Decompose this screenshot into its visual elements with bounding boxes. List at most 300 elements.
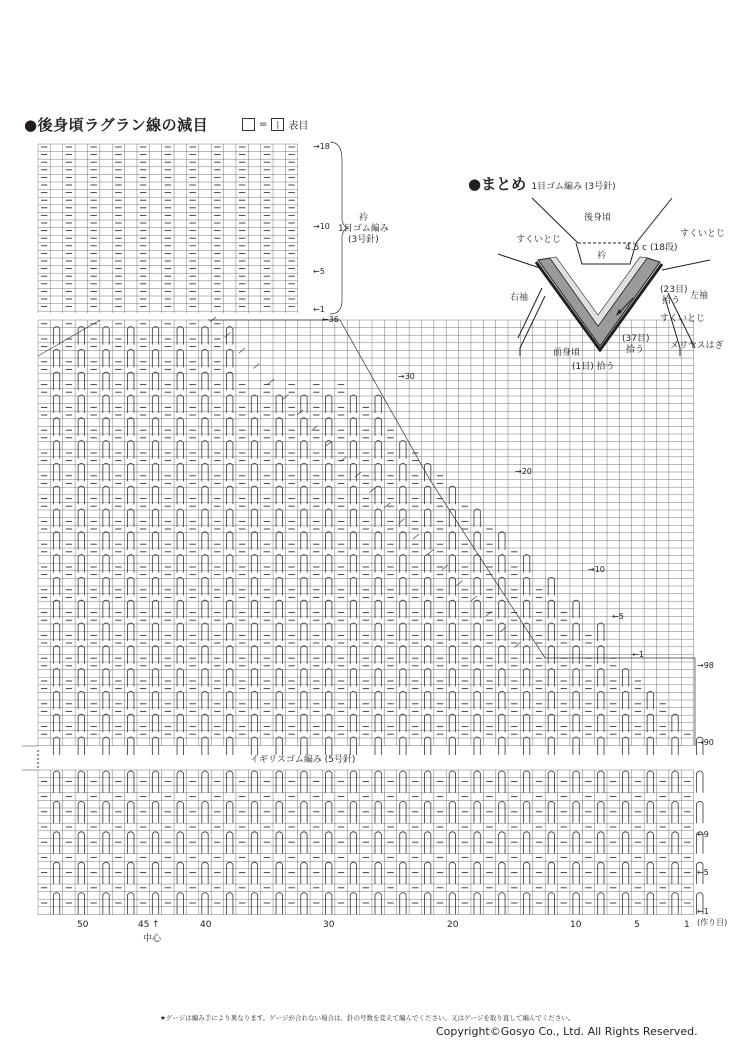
knit-arch-symbol	[424, 801, 430, 823]
knit-arch-symbol	[227, 327, 233, 345]
chart-title: ●後身頃ラグラン線の減目	[24, 116, 209, 134]
knit-arch-symbol	[276, 532, 282, 550]
knit-arch-symbol	[375, 463, 381, 481]
knit-arch-symbol	[152, 532, 158, 550]
row-marker-hem-9: ←9	[697, 830, 709, 839]
knit-arch-symbol	[251, 646, 257, 664]
knit-arch-symbol	[202, 509, 208, 527]
knit-arch-symbol	[598, 737, 604, 755]
x-axis-20: 20	[447, 920, 459, 930]
left-sleeve-top	[662, 260, 710, 270]
knit-arch-symbol	[350, 801, 356, 823]
knit-arch-symbol	[598, 832, 604, 854]
knit-arch-symbol	[424, 714, 430, 732]
knit-arch-symbol	[375, 532, 381, 550]
knit-arch-symbol	[53, 327, 59, 345]
knit-arch-symbol	[301, 463, 307, 481]
knit-arch-symbol	[474, 600, 480, 618]
knit-arch-symbol	[53, 577, 59, 595]
knit-arch-symbol	[548, 577, 554, 595]
knit-arch-symbol	[276, 862, 282, 884]
knit-arch-symbol	[424, 737, 430, 755]
knit-arch-symbol	[177, 463, 183, 481]
knit-arch-symbol	[276, 509, 282, 527]
rib-section-label: イギリスゴム編み (5号針)	[250, 755, 356, 765]
knit-arch-symbol	[128, 893, 134, 915]
knit-arch-symbol	[227, 349, 233, 367]
x-axis-1: 1	[684, 920, 690, 930]
knit-arch-symbol	[499, 623, 505, 641]
knit-arch-symbol	[350, 555, 356, 573]
raglan-left-edge	[38, 320, 100, 356]
knit-arch-symbol	[499, 532, 505, 550]
knit-arch-symbol	[301, 714, 307, 732]
knit-arch-symbol	[424, 532, 430, 550]
knit-arch-symbol	[78, 509, 84, 527]
knit-arch-symbol	[573, 646, 579, 664]
knit-arch-symbol	[424, 623, 430, 641]
knit-arch-symbol	[128, 714, 134, 732]
knit-arch-symbol	[449, 737, 455, 755]
knit-arch-symbol	[474, 646, 480, 664]
knit-arch-symbol	[53, 669, 59, 687]
knit-arch-symbol	[152, 395, 158, 413]
knit-arch-symbol	[449, 623, 455, 641]
knit-arch-symbol	[499, 714, 505, 732]
knit-arch-symbol	[128, 486, 134, 504]
knit-arch-symbol	[251, 623, 257, 641]
knit-arch-symbol	[53, 441, 59, 459]
knit-arch-symbol	[152, 893, 158, 915]
knit-arch-symbol	[103, 327, 109, 345]
row-marker-raglan-20: →20	[515, 467, 532, 476]
center-label: 中心	[143, 934, 162, 944]
knit-arch-symbol	[103, 509, 109, 527]
knit-arch-symbol	[128, 463, 134, 481]
knit-arch-symbol	[424, 555, 430, 573]
knit-arch-symbol	[499, 801, 505, 823]
knit-arch-symbol	[400, 509, 406, 527]
knit-arch-symbol	[326, 577, 332, 595]
knit-arch-symbol	[227, 486, 233, 504]
gauge-note: ★ゲージは編み手により異なります。ゲージが合わない場合は、針の号数を変えて編んでください。又はゲージを取り直して編んでください。	[160, 1014, 575, 1022]
knit-arch-symbol	[103, 691, 109, 709]
knit-arch-symbol	[424, 646, 430, 664]
knit-stitch-symbol: |	[271, 118, 284, 131]
knit-arch-symbol	[523, 893, 529, 915]
knit-arch-symbol	[622, 771, 628, 793]
knit-arch-symbol	[647, 771, 653, 793]
knit-arch-symbol	[177, 441, 183, 459]
center-arrow-icon: ↑	[152, 920, 160, 930]
x-axis-40: 40	[200, 920, 212, 930]
knit-arch-symbol	[227, 395, 233, 413]
knit-arch-symbol	[78, 737, 84, 755]
knit-arch-symbol	[622, 862, 628, 884]
body-grid	[38, 320, 694, 746]
knit-arch-symbol	[78, 893, 84, 915]
knit-arch-symbol	[350, 646, 356, 664]
knit-arch-symbol	[128, 395, 134, 413]
knit-arch-symbol	[548, 646, 554, 664]
knit-arch-symbol	[573, 893, 579, 915]
knit-arch-symbol	[251, 555, 257, 573]
knit-arch-symbol	[103, 418, 109, 436]
knit-arch-symbol	[78, 600, 84, 618]
knit-arch-symbol	[152, 646, 158, 664]
knit-arch-symbol	[103, 395, 109, 413]
summary-heading: ●まとめ	[468, 175, 527, 193]
knit-arch-symbol	[400, 893, 406, 915]
knit-arch-symbol	[326, 801, 332, 823]
knit-arch-symbol	[499, 893, 505, 915]
knit-arch-symbol	[276, 801, 282, 823]
row-marker-raglan-36: ←36	[322, 315, 339, 324]
knit-arch-symbol	[326, 669, 332, 687]
knit-arch-symbol	[375, 418, 381, 436]
x-axis-50: 50	[77, 920, 89, 930]
knit-arch-symbol	[78, 801, 84, 823]
knit-arch-symbol	[276, 832, 282, 854]
knit-arch-symbol	[128, 600, 134, 618]
knit-arch-symbol	[227, 623, 233, 641]
knit-arch-symbol	[350, 441, 356, 459]
knit-arch-symbol	[152, 832, 158, 854]
knit-arch-symbol	[474, 832, 480, 854]
knit-arch-symbol	[375, 691, 381, 709]
knit-arch-symbol	[573, 600, 579, 618]
knit-arch-symbol	[103, 893, 109, 915]
knit-arch-symbol	[152, 555, 158, 573]
knit-arch-symbol	[697, 771, 703, 793]
knit-arch-symbol	[622, 714, 628, 732]
knit-arch-symbol	[647, 737, 653, 755]
knit-arch-symbol	[523, 737, 529, 755]
knit-arch-symbol	[128, 532, 134, 550]
knit-arch-symbol	[400, 691, 406, 709]
knit-arch-symbol	[103, 555, 109, 573]
knit-arch-symbol	[350, 832, 356, 854]
knit-arch-symbol	[449, 669, 455, 687]
knit-arch-symbol	[573, 714, 579, 732]
knit-arch-symbol	[227, 509, 233, 527]
knit-arch-symbol	[251, 714, 257, 732]
knit-arch-symbol	[128, 555, 134, 573]
knit-arch-symbol	[152, 600, 158, 618]
knit-arch-symbol	[103, 669, 109, 687]
label-pick23b: 拾う	[662, 296, 681, 306]
knit-arch-symbol	[400, 737, 406, 755]
knit-arch-symbol	[622, 801, 628, 823]
knit-arch-symbol	[103, 623, 109, 641]
knit-arch-symbol	[474, 509, 480, 527]
knit-arch-symbol	[672, 801, 678, 823]
knit-arch-symbol	[202, 486, 208, 504]
knit-arch-symbol	[598, 669, 604, 687]
knit-arch-symbol	[152, 714, 158, 732]
label-pick37b: 拾う	[626, 345, 645, 355]
knit-arch-symbol	[573, 862, 579, 884]
knit-arch-symbol	[400, 646, 406, 664]
knit-arch-symbol	[375, 737, 381, 755]
knit-arch-symbol	[350, 600, 356, 618]
knit-arch-symbol	[375, 771, 381, 793]
knit-arch-symbol	[202, 463, 208, 481]
knit-arch-symbol	[301, 669, 307, 687]
knit-arch-symbol	[103, 577, 109, 595]
knit-arch-symbol	[424, 486, 430, 504]
row-marker-hem-5: ←5	[697, 868, 709, 877]
knit-arch-symbol	[227, 577, 233, 595]
knit-arch-symbol	[202, 862, 208, 884]
knit-arch-symbol	[499, 862, 505, 884]
knit-arch-symbol	[400, 600, 406, 618]
knit-arch-symbol	[474, 691, 480, 709]
knit-arch-symbol	[103, 801, 109, 823]
knit-arch-symbol	[227, 532, 233, 550]
knit-arch-symbol	[326, 418, 332, 436]
knit-arch-symbol	[598, 801, 604, 823]
knit-arch-symbol	[177, 771, 183, 793]
knit-arch-symbol	[548, 669, 554, 687]
knit-arch-symbol	[202, 395, 208, 413]
x-axis-10: 10	[570, 920, 582, 930]
knit-arch-symbol	[128, 646, 134, 664]
knit-arch-symbol	[697, 801, 703, 823]
label-back: 後身頃	[584, 213, 612, 223]
knit-arch-symbol	[548, 771, 554, 793]
knit-arch-symbol	[350, 463, 356, 481]
knit-arch-symbol	[350, 691, 356, 709]
knit-arch-symbol	[350, 509, 356, 527]
knit-arch-symbol	[202, 555, 208, 573]
knit-arch-symbol	[301, 893, 307, 915]
knit-arch-symbol	[375, 441, 381, 459]
knit-arch-symbol	[499, 832, 505, 854]
knit-arch-symbol	[375, 623, 381, 641]
knit-arch-symbol	[449, 532, 455, 550]
knit-arch-symbol	[276, 646, 282, 664]
knit-arch-symbol	[350, 893, 356, 915]
knit-arch-symbol	[152, 509, 158, 527]
knit-arch-symbol	[276, 577, 282, 595]
knit-arch-symbol	[202, 349, 208, 367]
knit-arch-symbol	[103, 372, 109, 390]
knit-arch-symbol	[350, 418, 356, 436]
knit-arch-symbol	[53, 532, 59, 550]
knit-arch-symbol	[202, 714, 208, 732]
decrease-mark	[355, 472, 361, 477]
knit-arch-symbol	[548, 623, 554, 641]
row-marker-hem-1: ←1	[697, 907, 709, 916]
knit-arch-symbol	[424, 669, 430, 687]
knit-arch-symbol	[499, 555, 505, 573]
knit-arch-symbol	[523, 801, 529, 823]
knit-arch-symbol	[301, 577, 307, 595]
row-marker-raglan-10: →10	[588, 565, 605, 574]
knit-arch-symbol	[449, 646, 455, 664]
knit-arch-symbol	[375, 486, 381, 504]
label-graft: メリヤスはぎ	[670, 341, 724, 351]
knit-arch-symbol	[276, 893, 282, 915]
knit-arch-symbol	[177, 893, 183, 915]
row-marker-body-98: →98	[697, 661, 714, 670]
knit-arch-symbol	[672, 832, 678, 854]
knit-arch-symbol	[78, 372, 84, 390]
knit-arch-symbol	[227, 801, 233, 823]
knit-arch-symbol	[202, 893, 208, 915]
knit-arch-symbol	[622, 691, 628, 709]
knit-arch-symbol	[350, 714, 356, 732]
knit-arch-symbol	[276, 600, 282, 618]
collar-label-line-3: (3号針)	[347, 235, 379, 245]
knit-arch-symbol	[276, 623, 282, 641]
knit-arch-symbol	[548, 600, 554, 618]
knit-arch-symbol	[499, 771, 505, 793]
knit-arch-symbol	[152, 486, 158, 504]
knit-arch-symbol	[227, 646, 233, 664]
knit-arch-symbol	[301, 509, 307, 527]
knit-arch-symbol	[622, 669, 628, 687]
row-marker-collar-10: →10	[313, 222, 330, 231]
knit-arch-symbol	[326, 832, 332, 854]
label-seam-left: すくいとじ	[516, 235, 562, 245]
knit-arch-symbol	[276, 669, 282, 687]
knit-arch-symbol	[424, 832, 430, 854]
knit-arch-symbol	[622, 832, 628, 854]
knit-arch-symbol	[103, 463, 109, 481]
knit-arch-symbol	[78, 349, 84, 367]
knit-arch-symbol	[202, 832, 208, 854]
knit-arch-symbol	[598, 862, 604, 884]
knit-arch-symbol	[400, 669, 406, 687]
knit-arch-symbol	[152, 862, 158, 884]
knit-arch-symbol	[152, 623, 158, 641]
knit-arch-symbol	[523, 669, 529, 687]
knit-arch-symbol	[177, 532, 183, 550]
knit-arch-symbol	[177, 646, 183, 664]
knit-arch-symbol	[400, 623, 406, 641]
knit-arch-symbol	[53, 418, 59, 436]
knit-arch-symbol	[53, 646, 59, 664]
knit-arch-symbol	[276, 486, 282, 504]
knit-arch-symbol	[251, 893, 257, 915]
knit-arch-symbol	[152, 349, 158, 367]
knit-arch-symbol	[375, 577, 381, 595]
knit-arch-symbol	[251, 832, 257, 854]
knit-arch-symbol	[128, 327, 134, 345]
label-seam-mid: すくいとじ	[660, 314, 706, 324]
knit-arch-symbol	[350, 577, 356, 595]
knit-arch-symbol	[177, 555, 183, 573]
row-marker-raglan-5: ←5	[612, 612, 624, 621]
knit-arch-symbol	[177, 327, 183, 345]
knit-arch-symbol	[622, 737, 628, 755]
knit-arch-symbol	[227, 441, 233, 459]
knit-arch-symbol	[548, 691, 554, 709]
knit-arch-symbol	[474, 801, 480, 823]
label-seam-right: すくいとじ	[680, 229, 726, 239]
knit-arch-symbol	[326, 600, 332, 618]
knit-arch-symbol	[202, 669, 208, 687]
knit-arch-symbol	[78, 771, 84, 793]
knit-arch-symbol	[326, 862, 332, 884]
knit-arch-symbol	[424, 893, 430, 915]
knit-arch-symbol	[449, 600, 455, 618]
knit-arch-symbol	[128, 771, 134, 793]
summary-subtitle: 1目ゴム編み (3号針)	[531, 182, 616, 192]
knit-arch-symbol	[276, 441, 282, 459]
knit-arch-symbol	[326, 771, 332, 793]
knit-arch-symbol	[301, 691, 307, 709]
knit-arch-symbol	[152, 372, 158, 390]
knit-arch-symbol	[499, 577, 505, 595]
knit-arch-symbol	[177, 600, 183, 618]
knit-arch-symbol	[424, 509, 430, 527]
knit-arch-symbol	[647, 691, 653, 709]
knit-arch-symbol	[202, 691, 208, 709]
knit-arch-symbol	[128, 801, 134, 823]
knit-arch-symbol	[202, 418, 208, 436]
knit-arch-symbol	[350, 532, 356, 550]
knit-arch-symbol	[548, 714, 554, 732]
knit-arch-symbol	[78, 691, 84, 709]
knit-arch-symbol	[251, 600, 257, 618]
x-axis-30: 30	[323, 920, 335, 930]
knit-arch-symbol	[53, 801, 59, 823]
knit-arch-symbol	[227, 691, 233, 709]
knit-arch-symbol	[128, 509, 134, 527]
knit-arch-symbol	[53, 463, 59, 481]
knit-arch-symbol	[548, 832, 554, 854]
knit-arch-symbol	[128, 832, 134, 854]
knit-arch-symbol	[78, 463, 84, 481]
knit-arch-symbol	[598, 771, 604, 793]
knit-arch-symbol	[202, 801, 208, 823]
x-axis-45: 45	[138, 920, 150, 930]
knit-arch-symbol	[227, 862, 233, 884]
row-marker-collar-5: ←5	[313, 267, 325, 276]
knit-arch-symbol	[251, 691, 257, 709]
knit-arch-symbol	[251, 577, 257, 595]
knit-arch-symbol	[152, 771, 158, 793]
knit-arch-symbol	[301, 771, 307, 793]
knit-arch-symbol	[177, 691, 183, 709]
knit-arch-symbol	[177, 714, 183, 732]
knit-arch-symbol	[499, 600, 505, 618]
knit-arch-symbol	[251, 463, 257, 481]
knit-arch-symbol	[326, 691, 332, 709]
knit-arch-symbol	[400, 555, 406, 573]
knit-arch-symbol	[202, 441, 208, 459]
knit-arch-symbol	[647, 832, 653, 854]
row-marker-raglan-30: →30	[398, 372, 415, 381]
knit-arch-symbol	[424, 577, 430, 595]
knit-arch-symbol	[53, 771, 59, 793]
cast-on-label: (作り目)	[697, 918, 728, 927]
knit-arch-symbol	[647, 801, 653, 823]
legend-label: 表目	[288, 121, 309, 132]
knit-arch-symbol	[202, 372, 208, 390]
knit-arch-symbol	[375, 801, 381, 823]
knit-arch-symbol	[326, 395, 332, 413]
knit-arch-symbol	[523, 600, 529, 618]
knit-arch-symbol	[499, 669, 505, 687]
knit-arch-symbol	[375, 509, 381, 527]
knit-arch-symbol	[128, 372, 134, 390]
knit-arch-symbol	[573, 737, 579, 755]
row-marker-collar-18: →18	[313, 142, 330, 151]
